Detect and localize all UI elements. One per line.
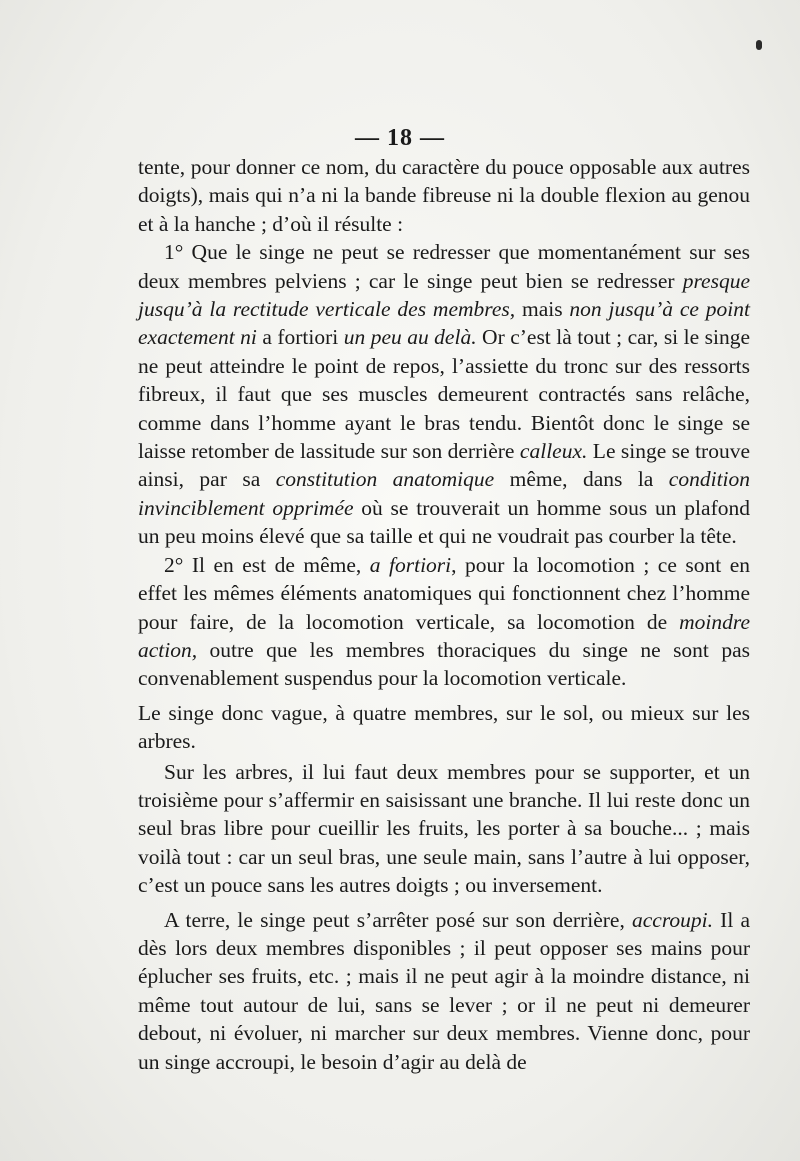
italic-run: accroupi. bbox=[631, 907, 713, 932]
page-number: — 18 — bbox=[355, 125, 445, 151]
text-run: Il a dès lors deux membres disponibles ; il peut opposer ses mains pour éplucher ses fruits, etc. ; mais il ne peut agir à la moindre distance, ni même tout autour de lui, sans se lever ; or il ne peut ni demeurer debout, ni évoluer, ni marcher sur deux membres. Vienne donc, pour un singe accroupi, le besoin d’agir au delà de bbox=[138, 907, 750, 1074]
italic-run: constitution anatomique bbox=[275, 467, 495, 492]
italic-run: a fortiori bbox=[369, 552, 452, 577]
body-text bbox=[138, 153, 750, 1076]
text-run: Le singe donc vague, à quatre membres, sur le sol, ou mieux sur les arbres. bbox=[138, 700, 750, 754]
text-run: 1° Que le singe ne peut se redresser que momentanément sur ses deux membres pelviens ; car le singe peut bien se redresser bbox=[138, 240, 750, 293]
text-run: tente, pour donner ce nom, du caractère du pouce opposable aux autres doigts), mais qui n’a ni la bande fibreuse ni la double flexion au genou et à la hanche ; d’où il résulte : bbox=[138, 155, 750, 236]
text-run: a fortiori bbox=[256, 325, 344, 350]
paragraph bbox=[138, 699, 750, 756]
italic-run: presque jusqu’à la rectitude verticale des membres, bbox=[138, 268, 750, 322]
text-run: 2° Il en est de même, bbox=[164, 552, 370, 577]
paragraph bbox=[138, 906, 750, 1076]
paragraph bbox=[138, 758, 750, 900]
paragraph bbox=[138, 551, 750, 693]
ink-spot bbox=[756, 40, 762, 50]
italic-run: moindre action, bbox=[138, 609, 750, 662]
italic-run: condition invinciblement opprimée bbox=[138, 467, 751, 520]
italic-run: calleux. bbox=[519, 439, 588, 464]
text-run: Le singe se trouve ainsi, par sa bbox=[138, 439, 751, 492]
italic-run: non jusqu’à ce point exactement ni bbox=[138, 297, 750, 350]
paragraph bbox=[138, 153, 750, 238]
paragraph bbox=[138, 238, 750, 550]
text-run: mais bbox=[515, 297, 570, 322]
text-run: outre que les membres thoraciques du singe ne sont pas convenablement suspendus pour la locomotion verticale. bbox=[138, 637, 750, 691]
text-run: A terre, le singe peut s’arrêter posé sur son derrière, bbox=[164, 907, 632, 932]
text-run: même, dans la bbox=[494, 467, 669, 492]
text-run: Sur les arbres, il lui faut deux membres pour se supporter, et un troisième pour s’affermir en saisissant une branche. Il lui reste donc un seul bras libre pour cueillir les fruits, les porter à sa bouche... ; mais voilà tout : car un seul bras, une seule main, sans l’autre à lui opposer, c’est un pouce sans les autres doigts ; ou inversement. bbox=[138, 759, 750, 898]
text-run: , pour la locomotion ; ce sont en effet les mêmes éléments anatomiques qui fonctionnent chez l’homme pour faire, de la locomotion verticale, sa locomotion de bbox=[138, 552, 750, 634]
text-run: où se trouverait un homme sous un plafond un peu moins élevé que sa taille et qui ne voudrait pas courber la tête. bbox=[138, 495, 750, 549]
text-run: Or c’est là tout ; car, si le singe ne peut atteindre le point de repos, l’assiette du tronc sur des ressorts fibreux, il faut que ses muscles demeurent contractés sans relâche, comme dans l’homme ayant le bras tendu. Bientôt donc le singe se laisse retomber de lassitude sur son derrière bbox=[138, 325, 750, 464]
italic-run: un peu au delà. bbox=[343, 325, 477, 350]
